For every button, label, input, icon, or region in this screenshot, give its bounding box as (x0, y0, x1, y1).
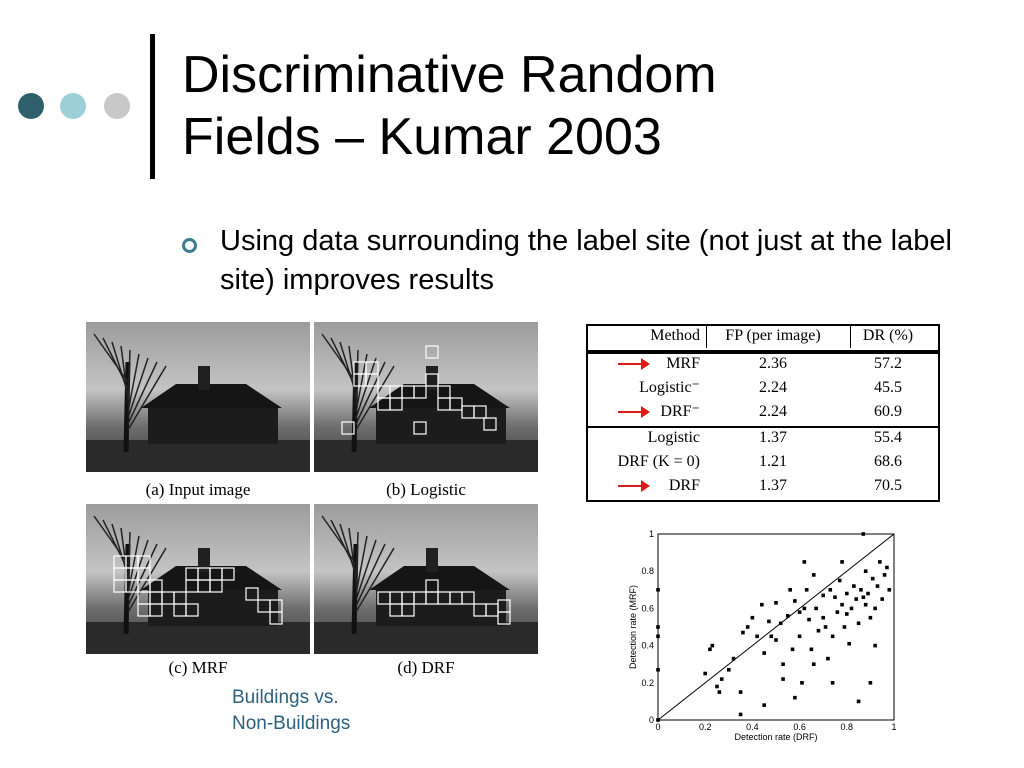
data-point (812, 573, 816, 577)
data-point (880, 597, 884, 601)
data-point (769, 635, 773, 639)
table-cell-dr: 68.6 (874, 453, 902, 470)
data-point (788, 588, 792, 592)
data-point (885, 566, 889, 570)
data-point (840, 560, 844, 564)
table-cell-fp: 1.37 (759, 477, 787, 494)
data-point (828, 588, 832, 592)
title-line-2: Fields – Kumar 2003 (182, 108, 662, 166)
data-point (843, 625, 847, 629)
data-point (864, 569, 868, 573)
bullet-icon (182, 238, 197, 253)
x-tick-label: 1 (891, 722, 897, 732)
table-divider (706, 324, 707, 348)
data-point (869, 681, 873, 685)
tree-trunk (354, 544, 356, 634)
data-point (803, 560, 807, 564)
table-divider (850, 324, 851, 348)
data-point (656, 625, 660, 629)
decor-dot-dark (18, 93, 44, 119)
x-axis-label: Detection rate (DRF) (734, 732, 818, 742)
data-point (862, 595, 866, 599)
segmentation-figure (86, 322, 538, 677)
data-point (862, 532, 866, 536)
data-point (779, 621, 783, 625)
data-point (720, 677, 724, 681)
data-point (883, 573, 887, 577)
y-tick-label: 0.8 (641, 566, 654, 577)
data-point (746, 625, 750, 629)
data-point (857, 700, 861, 704)
data-point (873, 644, 877, 648)
y-tick-label: 0 (648, 715, 654, 725)
table-cell-method: DRF⁻ (660, 403, 700, 420)
x-tick-label: 0.6 (793, 722, 806, 732)
photo-mrf (86, 504, 310, 654)
data-point (656, 588, 660, 592)
data-point (760, 603, 764, 607)
photo-input-image (86, 322, 310, 472)
table-cell-fp: 2.24 (759, 403, 787, 420)
data-point (803, 607, 807, 611)
building-roof (369, 566, 510, 590)
data-point (807, 618, 811, 622)
table-cell-method: Logistic⁻ (639, 379, 700, 396)
red-arrow-icon (618, 411, 648, 413)
building-wall (148, 406, 278, 444)
data-point (708, 648, 712, 652)
y-tick-label: 0.6 (641, 603, 654, 614)
data-point (871, 577, 875, 581)
data-point (810, 648, 814, 652)
table-cell-dr: 57.2 (874, 355, 902, 372)
data-point (840, 603, 844, 607)
data-point (866, 592, 870, 596)
photo-logistic (314, 322, 538, 472)
data-point (762, 651, 766, 655)
data-point (845, 612, 849, 616)
data-point (878, 560, 882, 564)
table-cell-fp: 2.24 (759, 379, 787, 396)
table-cell-dr: 55.4 (874, 429, 902, 446)
data-point (774, 601, 778, 605)
data-point (656, 718, 660, 722)
data-point (805, 588, 809, 592)
data-point (859, 588, 863, 592)
data-point (814, 607, 818, 611)
ground (86, 622, 310, 654)
caption-c: (c) MRF (168, 658, 228, 677)
table-cell-method: DRF (668, 477, 700, 494)
data-point (873, 607, 877, 611)
data-point (826, 657, 830, 661)
table-cell-fp: 1.37 (759, 429, 787, 446)
data-point (817, 629, 821, 633)
data-point (887, 588, 891, 592)
caption-a: (a) Input image (145, 480, 251, 499)
table-cell-method: MRF (666, 355, 700, 372)
data-point (836, 610, 840, 614)
data-point (831, 635, 835, 639)
ground (314, 440, 538, 472)
data-point (798, 610, 802, 614)
caption-d: (d) DRF (397, 658, 455, 677)
red-arrow-icon (618, 485, 648, 487)
data-point (845, 592, 849, 596)
table-cell-method: Logistic (647, 429, 700, 446)
detection-box (426, 346, 438, 358)
data-point (786, 614, 790, 618)
data-point (718, 690, 722, 694)
data-point (762, 703, 766, 707)
data-point (876, 584, 880, 588)
data-point (854, 597, 858, 601)
data-point (781, 677, 785, 681)
data-point (869, 616, 873, 620)
data-point (755, 635, 759, 639)
data-point (812, 662, 816, 666)
decor-dot-light (60, 93, 86, 119)
data-point (793, 696, 797, 700)
data-point (847, 642, 851, 646)
data-point (727, 668, 731, 672)
building-tower (426, 548, 438, 572)
data-point (793, 599, 797, 603)
table-cell-dr: 70.5 (874, 477, 902, 494)
caption-b: (b) Logistic (386, 480, 466, 499)
table-header: FP (per image) (725, 327, 821, 344)
note-line-2: Non-Buildings (232, 713, 351, 734)
data-point (739, 713, 743, 717)
x-tick-label: 0 (655, 722, 661, 732)
data-point (791, 648, 795, 652)
data-point (715, 685, 719, 689)
data-point (852, 584, 856, 588)
ground (86, 440, 310, 472)
data-point (656, 668, 660, 672)
photo-drf (314, 504, 538, 654)
decor-dot-gray (104, 93, 130, 119)
data-point (857, 621, 861, 625)
data-point (821, 616, 825, 620)
slide-title (182, 44, 717, 168)
table-cell-fp: 2.36 (759, 355, 787, 372)
table-cell-dr: 60.9 (874, 403, 902, 420)
title-divider (150, 34, 155, 179)
data-point (833, 595, 837, 599)
scatter-plot (618, 524, 908, 746)
y-tick-label: 0.2 (641, 677, 654, 688)
x-tick-label: 0.4 (746, 722, 759, 732)
table-cell-method: DRF (K = 0) (617, 453, 700, 470)
bullet-text: Using data surrounding the label site (not just at the label site) improves results (220, 225, 952, 296)
data-point (739, 690, 743, 694)
data-point (741, 631, 745, 635)
title-line-1: Discriminative Random (182, 46, 717, 104)
figure-note (232, 685, 350, 737)
ground (314, 622, 538, 654)
data-point (732, 657, 736, 661)
x-tick-label: 0.2 (698, 722, 712, 732)
data-point (710, 644, 714, 648)
data-point (656, 635, 660, 639)
data-point (781, 662, 785, 666)
table-header: Method (650, 327, 700, 344)
x-tick-label: 0.8 (840, 722, 854, 732)
building-roof (141, 384, 282, 408)
data-point (850, 607, 854, 611)
data-point (798, 635, 802, 639)
data-point (703, 672, 707, 676)
data-point (774, 638, 778, 642)
y-tick-label: 0.4 (641, 640, 654, 651)
table-cell-fp: 1.21 (759, 453, 787, 470)
tree-trunk (126, 362, 128, 452)
red-arrow-icon (618, 363, 648, 365)
data-point (821, 594, 825, 598)
data-point (824, 625, 828, 629)
data-point (800, 681, 804, 685)
y-tick-label: 1 (648, 529, 654, 539)
table-header: DR (%) (862, 327, 914, 344)
data-point (767, 620, 771, 624)
table-cell-dr: 45.5 (874, 379, 902, 396)
data-point (838, 579, 842, 583)
data-point (831, 681, 835, 685)
data-point (751, 616, 755, 620)
detection-box (114, 568, 126, 580)
data-point (864, 603, 868, 607)
y-axis-label: Detection rate (MRF) (628, 584, 638, 670)
diagonal-line (658, 534, 894, 720)
detection-box (114, 580, 126, 592)
note-line-1: Buildings vs. (232, 687, 339, 708)
building-tower (198, 366, 210, 390)
